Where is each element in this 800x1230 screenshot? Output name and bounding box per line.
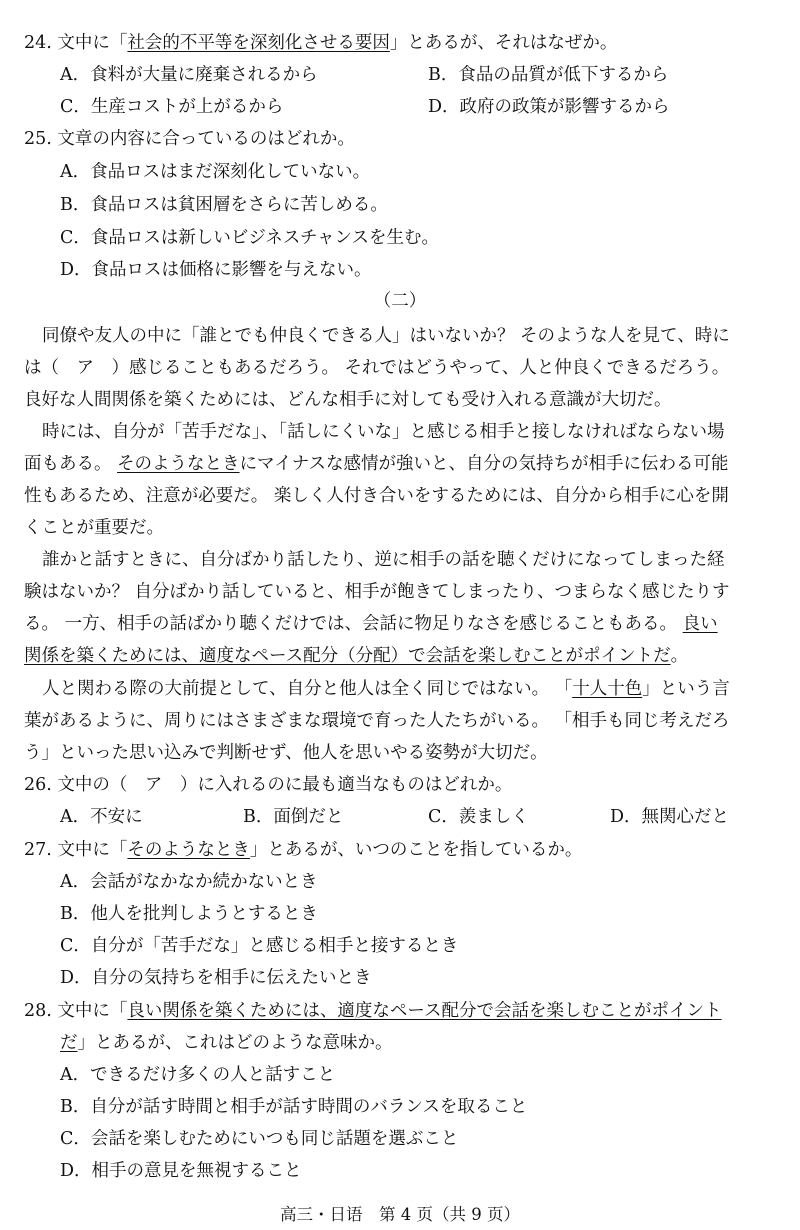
passage-line: 時には、自分が「苦手だな」、「話しにくいな」と感じる相手と接しなければならない場 [42, 422, 725, 442]
passage-line: 良好な人間関係を築くためには、どんな相手に対しても受け入れる意識が大切だ。 [24, 390, 672, 410]
passage-text: 人と関わる際の大前提として、自分と他人は全く同じではない。 「 [42, 679, 573, 699]
question-text-pre: 文中に「 [57, 1001, 128, 1021]
question-number: 27. [24, 840, 52, 860]
passage-line: くことが重要だ。 [24, 518, 164, 538]
quoted-phrase: だ [60, 1033, 78, 1053]
quoted-phrase: そのようなとき [127, 840, 250, 860]
question-28 [24, 999, 722, 1023]
option-27-c[interactable]: C．自分が「苦手だな」と感じる相手と接するとき [60, 936, 459, 956]
question-text: 文章の内容に合っているのはどれか。 [57, 129, 355, 149]
option-25-a[interactable]: A．食品ロスはまだ深刻化していない。 [60, 162, 371, 182]
option-24-c[interactable]: C．生産コストが上がるから [60, 97, 284, 117]
option-28-c[interactable]: C．会話を楽しむためにいつも同じ話題を選ぶこと [60, 1129, 459, 1149]
question-text-post: 」とあるが、これはどのような意味か。 [77, 1033, 393, 1053]
question-27 [24, 838, 582, 862]
question-text-post: 」とあるが、いつのことを指しているか。 [249, 840, 583, 860]
underlined-phrase: 関係を築くためには、適度なペース配分（分配）で会話を楽しむことがポイントだ [24, 646, 671, 666]
passage-text: にマイナスな感情が強いと、自分の気持ちが相手に伝わる可能 [239, 454, 729, 474]
option-27-b[interactable]: B．他人を批判しようとするとき [60, 904, 318, 924]
question-text: 文中の（ ア ）に入れるのに最も適当なものはどれか。 [57, 775, 513, 795]
question-26 [24, 773, 512, 797]
passage-line [24, 644, 688, 668]
section-heading: （二） [373, 291, 427, 311]
question-number: 25. [24, 129, 52, 149]
passage-line: 性もあるため、注意が必要だ。 楽しく人付き合いをするためには、自分から相手に心を開 [24, 486, 729, 506]
passage-text: る。 一方、相手の話ばかり聴くだけでは、会話に物足りなさを感じることもある。 [24, 614, 683, 634]
passage-text: 面もある。 [24, 454, 118, 474]
option-28-a[interactable]: A．できるだけ多くの人と話すこと [60, 1065, 336, 1085]
question-24 [24, 31, 617, 55]
page-footer: 高三・日语 第 4 页（共 9 页） [280, 1205, 520, 1224]
passage-line: 葉があるように、周りにはさまざまな環境で育った人たちがいる。 「相手も同じ考えだろ [24, 711, 730, 731]
passage-text: 。 [670, 646, 689, 666]
underlined-phrase: 良い [682, 614, 718, 634]
passage-line: 験はないか？ 自分ばかり話していると、相手が飽きてしまったり、つまらなく感じたりす [24, 582, 730, 602]
option-26-d[interactable]: D．無関心だと [610, 807, 730, 827]
option-26-a[interactable]: A．不安に [60, 807, 143, 827]
option-27-a[interactable]: A．会話がなかなか続かないとき [60, 872, 318, 892]
quoted-phrase: 良い関係を築くためには、適度なペース配分で会話を楽しむことがポイント [127, 1001, 722, 1021]
question-text-post: 」とあるが、それはなぜか。 [389, 33, 618, 53]
option-28-b[interactable]: B．自分が話す時間と相手が話す時間のバランスを取ること [60, 1097, 528, 1117]
quoted-phrase: 社会的不平等を深刻化させる要因 [127, 33, 390, 53]
passage-line [24, 452, 729, 476]
option-24-d[interactable]: D．政府の政策が影響するから [428, 97, 670, 117]
underlined-phrase: そのようなとき [117, 454, 240, 474]
question-text-pre: 文中に「 [57, 33, 128, 53]
option-24-a[interactable]: A．食料が大量に廃棄されるから [60, 65, 318, 85]
question-28-continued [60, 1031, 393, 1055]
option-26-c[interactable]: C．羨ましく [428, 807, 529, 827]
option-24-b[interactable]: B．食品の品質が低下するから [428, 65, 669, 85]
passage-text: 」という言 [642, 679, 730, 699]
passage-line: は（ ア ）感じることもあるだろう。 それではどうやって、人と仲良くできるだろう。 [24, 358, 730, 378]
question-number: 28. [24, 1001, 52, 1021]
option-25-c[interactable]: C．食品ロスは新しいビジネスチャンスを生む。 [60, 228, 439, 248]
option-25-b[interactable]: B．食品ロスは貧困層をさらに苦しめる。 [60, 195, 388, 215]
question-text-pre: 文中に「 [57, 840, 128, 860]
passage-line [42, 677, 730, 701]
option-25-d[interactable]: D．食品ロスは価格に影響を与えない。 [60, 260, 372, 280]
passage-line: 同僚や友人の中に「誰とでも仲良くできる人」はいないか？ そのような人を見て、時に [42, 326, 730, 346]
passage-line: う」といった思い込みで判断せず、他人を思いやる姿勢が大切だ。 [24, 743, 548, 763]
question-number: 24. [24, 33, 52, 53]
passage-line [24, 612, 718, 636]
underlined-phrase: 十人十色 [572, 679, 643, 699]
option-27-d[interactable]: D．自分の気持ちを相手に伝えたいとき [60, 968, 372, 988]
passage-line: 誰かと話すときに、自分ばかり話したり、逆に相手の話を聴くだけになってしまった経 [42, 550, 725, 570]
question-25 [24, 127, 355, 151]
option-28-d[interactable]: D．相手の意見を無視すること [60, 1161, 302, 1181]
option-26-b[interactable]: B．面倒だと [243, 807, 344, 827]
question-number: 26. [24, 775, 52, 795]
